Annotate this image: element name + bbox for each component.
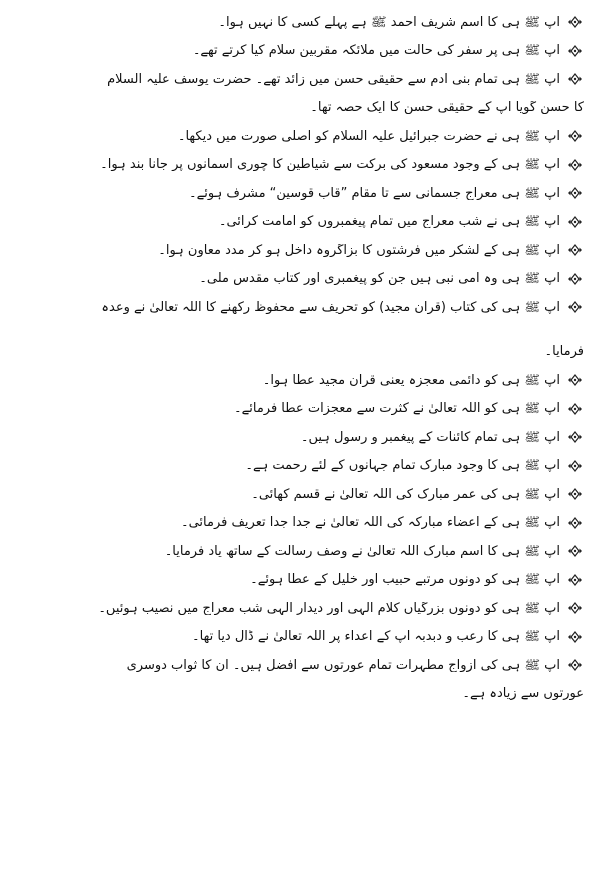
line-text: آپ ﷺ ہی کا اسم مبارک اللہ تعالیٰ نے وصف رسالت کے ساتھ یاد فرمایا۔ xyxy=(164,544,560,558)
list-item xyxy=(6,452,584,481)
line-text: آپ ﷺ ہی کا اسم شریف احمد ﷺ ہے پہلے کسی کا نہیں ہوا۔ xyxy=(218,15,560,29)
list-item xyxy=(6,651,584,680)
line-text: آپ ﷺ ہی نے حضرت جبرائیل علیہ السلام کو اصلی صورت میں دیکھا۔ xyxy=(177,129,560,143)
ornamental-diamond-icon xyxy=(566,72,584,86)
line-text: آپ ﷺ ہی پر سفر کی حالت میں ملائکہ مقربین سلام کیا کرتے تھے۔ xyxy=(192,44,560,58)
ornamental-diamond-icon xyxy=(566,215,584,229)
ornamental-diamond-icon xyxy=(566,516,584,530)
list-item xyxy=(6,208,584,237)
list-item xyxy=(6,537,584,566)
line-text: آپ ﷺ ہی تمام کائنات کے پیغمبر و رسول ہیں۔ xyxy=(300,430,560,444)
list-item xyxy=(6,293,584,322)
ornamental-diamond-icon xyxy=(566,658,584,672)
list-item-continuation xyxy=(6,680,584,709)
ornamental-diamond-icon xyxy=(566,601,584,615)
list-item xyxy=(6,480,584,509)
list-item xyxy=(6,594,584,623)
ornamental-diamond-icon xyxy=(566,402,584,416)
list-item xyxy=(6,265,584,294)
line-text: آپ ﷺ ہی معراج جسمانی سے تا مقام ”قاب قوسین“ مشرف ہوئے۔ xyxy=(189,186,560,200)
line-text: آپ ﷺ ہی وہ امی نبی ہیں جن کو پیغمبری اور کتاب مقدس ملی۔ xyxy=(199,272,560,286)
ornamental-diamond-icon xyxy=(566,544,584,558)
line-text: آپ ﷺ ہی کی ازواج مطہرات تمام عورتوں سے افضل ہیں۔ ان کا ثواب دوسری xyxy=(126,658,560,672)
list-item xyxy=(6,395,584,424)
list-item xyxy=(6,623,584,652)
line-text: آپ ﷺ ہی نے شب معراج میں تمام پیغمبروں کو امامت کرائی۔ xyxy=(218,215,560,229)
line-text: آپ ﷺ ہی کو اللہ تعالیٰ نے کثرت سے معجزات عطا فرمائے۔ xyxy=(234,402,560,416)
line-text: عورتوں سے زیادہ ہے۔ xyxy=(462,687,584,701)
ornamental-diamond-icon xyxy=(566,272,584,286)
list-item xyxy=(6,37,584,66)
ornamental-diamond-icon xyxy=(566,44,584,58)
ornamental-diamond-icon xyxy=(566,373,584,387)
list-item xyxy=(6,179,584,208)
ornamental-diamond-icon xyxy=(566,243,584,257)
ornamental-diamond-icon xyxy=(566,487,584,501)
list-item xyxy=(6,151,584,180)
ornamental-diamond-icon xyxy=(566,459,584,473)
ornamental-diamond-icon xyxy=(566,158,584,172)
list-item xyxy=(6,566,584,595)
line-text: فرمایا۔ xyxy=(544,345,584,359)
line-text: آپ ﷺ ہی کی عمر مبارک کی اللہ تعالیٰ نے قسم کھائی۔ xyxy=(251,487,560,501)
line-text: کا حسن گویا آپ کے حقیقی حسن کا ایک حصہ تھا۔ xyxy=(310,101,584,115)
ornamental-diamond-icon xyxy=(566,430,584,444)
line-text: آپ ﷺ ہی کی کتاب (قرآن مجید) کو تحریف سے محفوظ رکھنے کا اللہ تعالیٰ نے وعدہ xyxy=(101,300,560,314)
list-item xyxy=(6,423,584,452)
line-text: آپ ﷺ ہی کا رعب و دبدبہ آپ کے اعداء پر اللہ تعالیٰ نے ڈال دیا تھا۔ xyxy=(192,630,560,644)
ornamental-diamond-icon xyxy=(566,15,584,29)
line-text: آپ ﷺ ہی تمام بنی آدم سے حقیقی حسن میں زائد تھے۔ حضرت یوسف علیہ السلام xyxy=(107,72,560,86)
list-item xyxy=(6,236,584,265)
line-text: آپ ﷺ ہی کو دائمی معجزہ یعنی قرآن مجید عطا ہوا۔ xyxy=(262,373,560,387)
list-item-continuation xyxy=(6,94,584,123)
list-item xyxy=(6,8,584,37)
ornamental-diamond-icon xyxy=(566,129,584,143)
ornamental-diamond-icon xyxy=(566,186,584,200)
ornamental-diamond-icon xyxy=(566,300,584,314)
ornamental-diamond-icon xyxy=(566,630,584,644)
line-text: آپ ﷺ ہی کے لشکر میں فرشتوں کا بزاگروہ داخل ہو کر مدد معاون ہوا۔ xyxy=(158,243,560,257)
list-item xyxy=(6,122,584,151)
list-item xyxy=(6,65,584,94)
list-item-continuation xyxy=(6,338,584,367)
list-item xyxy=(6,366,584,395)
line-text: آپ ﷺ ہی کو دونوں بزرگیاں کلام الٰہی اور دیدار الٰہی شب معراج میں نصیب ہوئیں۔ xyxy=(98,601,560,615)
line-text: آپ ﷺ ہی کے اعضاء مبارکہ کی اللہ تعالیٰ نے جدا جدا تعریف فرمائی۔ xyxy=(180,516,560,530)
list-item xyxy=(6,509,584,538)
ornamental-diamond-icon xyxy=(566,573,584,587)
line-text: آپ ﷺ ہی کا وجود مبارک تمام جہانوں کے لئے رحمت ہے۔ xyxy=(245,459,560,473)
line-text: آپ ﷺ ہی کو دونوں مرتبے حبیب اور خلیل کے عطا ہوئے۔ xyxy=(250,573,560,587)
line-text: آپ ﷺ ہی کے وجود مسعود کی برکت سے شیاطین کا چوری آسمانوں پر جانا بند ہوا۔ xyxy=(100,158,560,172)
